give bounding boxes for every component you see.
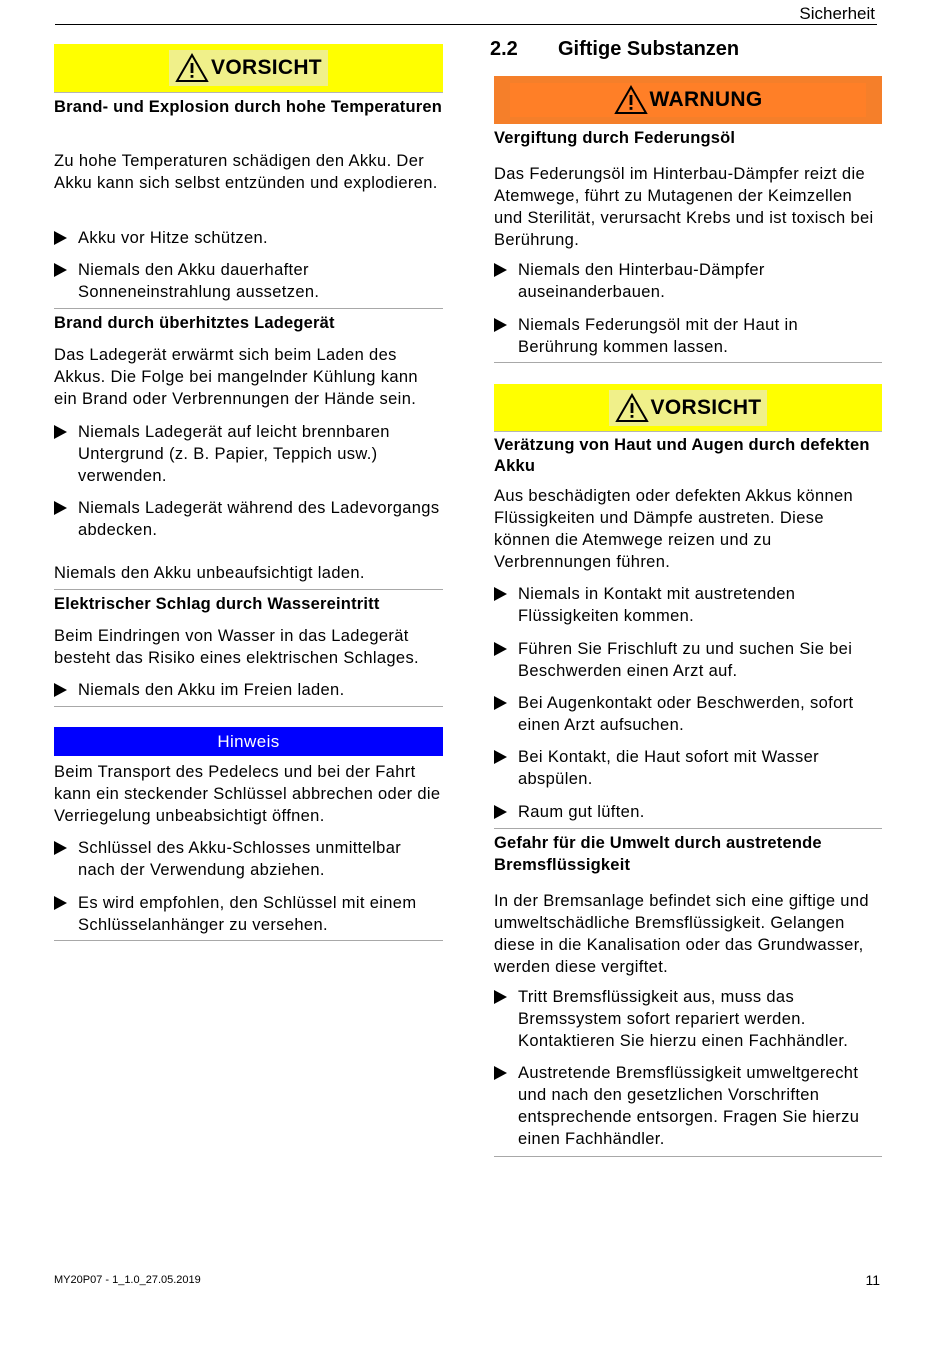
instruction-item: Niemals den Hinterbau-Dämpfer auseinanderbauen.: [494, 259, 882, 303]
signal-word: VORSICHT: [650, 395, 762, 419]
header-rule: [55, 24, 877, 25]
paragraph: Beim Eindringen von Wasser in das Ladegerät besteht das Risiko eines elektrischen Schlages.: [54, 627, 419, 667]
instruction-item: Niemals den Akku dauerhafter Sonneneinstrahlung aussetzen.: [54, 259, 443, 303]
hazard-heading: Brand durch überhitztes Ladegerät: [54, 314, 335, 332]
bullet-triangle-icon: [494, 805, 507, 819]
bullet-triangle-icon: [54, 263, 67, 277]
instruction-item: Niemals Ladegerät während des Ladevorgangs abdecken.: [54, 497, 443, 541]
instruction-item: Niemals Ladegerät auf leicht brennbaren Untergrund (z. B. Papier, Teppich usw.) verwenden.: [54, 421, 443, 487]
hazard-heading: Vergiftung durch Federungsöl: [494, 129, 736, 147]
bullet-triangle-icon: [54, 896, 67, 910]
paragraph: Niemals den Akku unbeaufsichtigt laden.: [54, 564, 365, 582]
warning-triangle-icon: [614, 85, 648, 115]
caution-banner: [54, 44, 443, 93]
hazard-heading: Brand- und Explosion durch hohe Temperaturen: [54, 98, 443, 116]
warning-banner: [494, 76, 882, 124]
instruction-item: Schlüssel des Akku-Schlosses unmittelbar nach der Verwendung abziehen.: [54, 837, 443, 881]
notice-banner: [54, 727, 443, 756]
instruction-item: Bei Kontakt, die Haut sofort mit Wasser abspülen.: [494, 746, 882, 790]
paragraph: Das Ladegerät erwärmt sich beim Laden des Akkus. Die Folge bei mangelnder Kühlung kann ein Brand oder Verbrennungen der Hände sein.: [54, 346, 418, 408]
separator: [54, 706, 443, 707]
bullet-triangle-icon: [494, 318, 507, 332]
instruction-item: Führen Sie Frischluft zu und suchen Sie bei Beschwerden einen Arzt auf.: [494, 638, 882, 682]
paragraph: Das Federungsöl im Hinterbau-Dämpfer reizt die Atemwege, führt zu Mutagenen der Keimzellen und Sterilität, verursacht Krebs und ist toxisch bei Berührung.: [494, 165, 874, 249]
bullet-triangle-icon: [54, 231, 67, 245]
bullet-triangle-icon: [494, 587, 507, 601]
separator: [494, 828, 882, 829]
paragraph: In der Bremsanlage befindet sich eine giftige und umweltschädliche Bremsflüssigkeit. Gelangen diese in die Kanalisation oder das Grundwasser, werden diese vergiftet.: [494, 892, 869, 976]
bullet-triangle-icon: [494, 750, 507, 764]
section-number: 2.2: [490, 38, 518, 60]
section-title: [490, 38, 739, 61]
document-id: MY20P07 - 1_1.0_27.05.2019: [54, 1274, 201, 1286]
instruction-item: Es wird empfohlen, den Schlüssel mit einem Schlüsselanhänger zu versehen.: [54, 892, 443, 936]
page-number: 11: [865, 1272, 880, 1288]
signal-word: VORSICHT: [211, 56, 322, 79]
separator: [54, 308, 443, 309]
instruction-item: Niemals Federungsöl mit der Haut in Berührung kommen lassen.: [494, 314, 882, 358]
separator: [54, 589, 443, 590]
instruction-item: Austretende Bremsflüssigkeit umweltgerecht und nach den gesetzlichen Vorschriften entsprechende entsorgen. Fragen Sie hierzu einen Fachhändler.: [494, 1062, 882, 1150]
bullet-triangle-icon: [54, 683, 67, 697]
paragraph: Beim Transport des Pedelecs und bei der Fahrt kann ein steckender Schlüssel abbrechen oder die Verriegelung unbeabsichtigt öffnen.: [54, 763, 441, 825]
hazard-heading: Elektrischer Schlag durch Wassereintritt: [54, 595, 380, 613]
hazard-heading: Verätzung von Haut und Augen durch defekten Akku: [494, 436, 870, 475]
separator: [54, 940, 443, 941]
bullet-triangle-icon: [494, 696, 507, 710]
warning-triangle-icon: [175, 53, 209, 83]
chapter-title: Sicherheit: [799, 4, 875, 23]
warning-triangle-icon: [615, 393, 649, 423]
bullet-triangle-icon: [54, 425, 67, 439]
bullet-triangle-icon: [494, 1066, 507, 1080]
hazard-heading: Gefahr für die Umwelt durch austretende Bremsflüssigkeit: [494, 834, 822, 874]
paragraph: Aus beschädigten oder defekten Akkus können Flüssigkeiten und Dämpfe austreten. Diese können die Atemwege reizen und zu Verbrennungen führen.: [494, 487, 854, 571]
instruction-item: Niemals den Akku im Freien laden.: [54, 679, 443, 701]
signal-word: Hinweis: [217, 731, 280, 751]
instruction-item: Tritt Bremsflüssigkeit aus, muss das Bremssystem sofort repariert werden. Kontaktieren Sie hierzu einen Fachhändler.: [494, 986, 882, 1052]
instruction-item: Bei Augenkontakt oder Beschwerden, sofort einen Arzt aufsuchen.: [494, 692, 882, 736]
instruction-item: Niemals in Kontakt mit austretenden Flüssigkeiten kommen.: [494, 583, 882, 627]
section-heading: Giftige Substanzen: [558, 38, 740, 60]
bullet-triangle-icon: [494, 990, 507, 1004]
separator: [494, 1156, 882, 1157]
bullet-triangle-icon: [494, 642, 507, 656]
instruction-item: Raum gut lüften.: [494, 801, 882, 823]
bullet-triangle-icon: [54, 501, 67, 515]
caution-banner: [494, 384, 882, 432]
signal-word: WARNUNG: [649, 88, 763, 111]
paragraph: Zu hohe Temperaturen schädigen den Akku. Der Akku kann sich selbst entzünden und explodieren.: [54, 152, 438, 192]
separator: [494, 362, 882, 363]
bullet-triangle-icon: [494, 263, 507, 277]
instruction-item: Akku vor Hitze schützen.: [54, 227, 443, 249]
bullet-triangle-icon: [54, 841, 67, 855]
